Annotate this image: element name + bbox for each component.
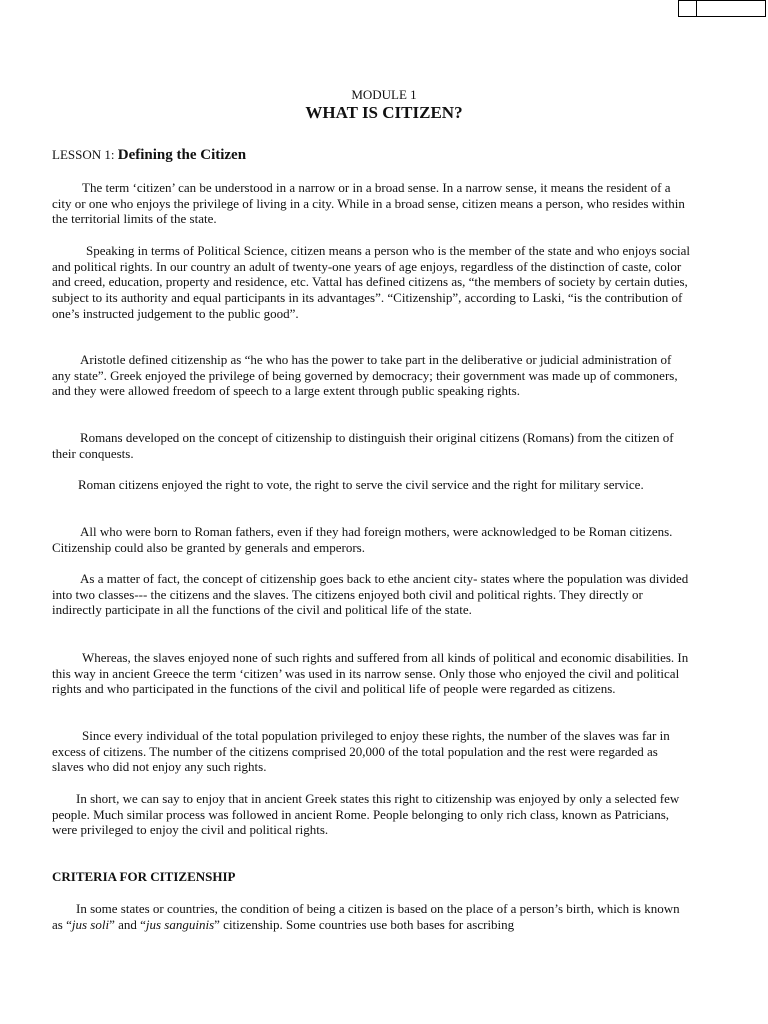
paragraph-9 [52, 728, 692, 775]
criteria-intro: In some states or countries, the condition of being a citizen is based on the place of a person’s birth, which is known as “ [52, 901, 680, 932]
paragraph-1 [52, 180, 692, 227]
paragraph-7 [52, 571, 692, 618]
paragraph-2 [52, 243, 692, 322]
criteria-paragraph [52, 901, 692, 932]
paragraph-text: All who were born to Roman fathers, even if they had foreign mothers, were acknowledged to be Roman citizens. Citizenship could also be granted by generals and emperors. [52, 524, 673, 555]
lesson-heading [52, 147, 246, 164]
jus-soli-term: jus soli [71, 916, 110, 932]
paragraph-text: Whereas, the slaves enjoyed none of such rights and suffered from all kinds of political and economic disabilities. In this way in ancient Greece the term ‘citizen’ was used in its narrow sense. Only those who enjoyed the civil and political rights and who participated in the functions of the civil and political life of people were regarded as citizens. [52, 650, 689, 697]
criteria-between: ” and “ [109, 916, 146, 932]
jus-sanguinis-term: jus sanguinis [145, 916, 215, 932]
paragraph-5 [52, 477, 692, 493]
page-title: WHAT IS CITIZEN? [305, 103, 463, 122]
paragraph-text: Speaking in terms of Political Science, citizen means a person who is the member of the state and who enjoys social and political rights. In our country an adult of twenty-one years of age enjoys, regardless of the distinction of caste, color and creed, education, property and residence, etc. Vattal has defined citizens as, “the members of society by certain duties, subject to its authority and equal participants in its advantages”. “Citizenship”, according to Laski, “is the contribution of one’s instructed judgement to the public good”. [52, 243, 690, 321]
lesson-title: Defining the Citizen [117, 147, 247, 163]
paragraph-text: Roman citizens enjoyed the right to vote, the right to serve the civil service and the right for military service. [78, 477, 644, 492]
paragraph-text: In short, we can say to enjoy that in ancient Greek states this right to citizenship was enjoyed by only a selected few people. Much similar process was followed in ancient Rome. People belonging to only rich class, known as Patricians, were privileged to enjoy the civil and political rights. [52, 791, 680, 838]
paragraph-text: Since every individual of the total population privileged to enjoy these rights, the number of the slaves was far in excess of citizens. The number of the citizens comprised 20,000 of the total population and the rest were regarded as slaves who did not enjoy any such rights. [52, 728, 670, 775]
paragraph-6 [52, 524, 692, 555]
page-number-box-right-cell [697, 1, 765, 16]
paragraph-10 [52, 791, 692, 838]
module-label: MODULE 1 [351, 87, 417, 102]
criteria-heading: CRITERIA FOR CITIZENSHIP [52, 869, 236, 884]
criteria-outro: ” citizenship. Some countries use both bases for ascribing [214, 916, 515, 932]
page-number-box-left-cell [679, 1, 697, 16]
criteria-paragraph-text [52, 901, 692, 932]
paragraph-text: The term ‘citizen’ can be understood in a narrow or in a broad sense. In a narrow sense, it means the resident of a city or one who enjoys the privilege of living in a city. While in a broad sense, citizen means a person, who resides within the territorial limits of the state. [52, 180, 685, 227]
paragraph-3 [52, 352, 692, 399]
paragraph-4 [52, 430, 692, 461]
paragraph-8 [52, 650, 692, 697]
page-number-box [678, 0, 766, 17]
paragraph-text: Romans developed on the concept of citizenship to distinguish their original citizens (Romans) from the citizen of their conquests. [52, 430, 674, 461]
paragraph-text: Aristotle defined citizenship as “he who has the power to take part in the deliberative or judicial administration of any state”. Greek enjoyed the privilege of being governed by democracy; their government was made up of commoners, and they were allowed freedom of speech to a large extent through public speaking rights. [52, 352, 678, 399]
lesson-prefix: LESSON 1: [52, 147, 115, 162]
paragraph-text: As a matter of fact, the concept of citizenship goes back to ethe ancient city- states where the population was divided into two classes--- the citizens and the slaves. The citizens enjoyed both civil and political rights. They directly or indirectly participate in all the functions of the civil and political life of the state. [52, 571, 689, 618]
